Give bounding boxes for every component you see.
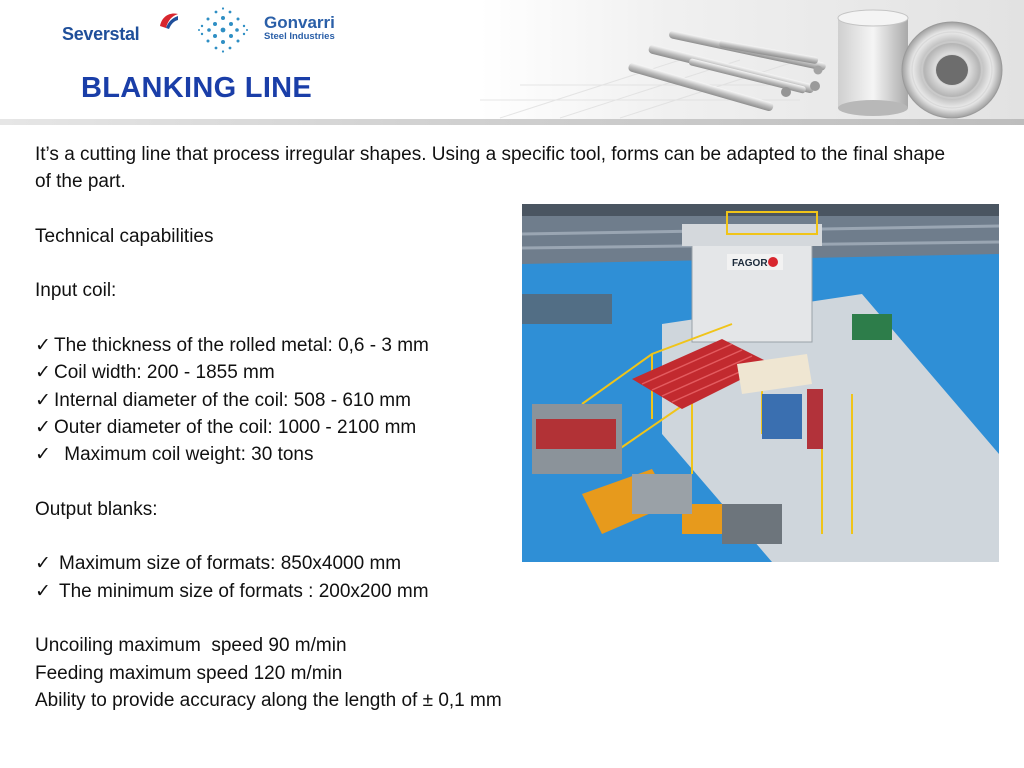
gonvarri-globe-icon [194, 6, 252, 54]
severstal-logo [62, 8, 182, 48]
uncoiling-speed: Uncoiling maximum speed 90 m/min [35, 635, 347, 657]
list-item [35, 578, 955, 605]
slide-header [0, 0, 1024, 124]
input-coil-heading: Input coil: [35, 280, 117, 302]
checkmark-icon: ✓ [35, 416, 51, 438]
output-item-min-size: The minimum size of formats : 200x200 mm [59, 580, 429, 602]
output-item-max-size: Maximum size of formats: 850x4000 mm [59, 553, 402, 575]
input-item-width: Coil width: 200 - 1855 mm [54, 362, 275, 384]
severstal-swoosh-icon [156, 10, 180, 32]
gonvarri-logo-subtitle: Steel Industries [264, 31, 335, 42]
gonvarri-logo [264, 14, 335, 42]
input-item-thickness: The thickness of the rolled metal: 0,6 - 3 mm [54, 335, 429, 357]
input-item-weight: Maximum coil weight: 30 tons [59, 444, 314, 466]
output-blanks-heading: Output blanks: [35, 498, 158, 520]
checkmark-icon: ✓ [35, 580, 51, 602]
checkmark-icon: ✓ [35, 362, 51, 384]
blanking-line-photo [522, 204, 999, 562]
severstal-logo-text: Severstal [62, 24, 140, 44]
accuracy: Ability to provide accuracy along the length of ± 0,1 mm [35, 689, 502, 711]
technical-heading: Technical capabilities [35, 225, 214, 247]
press-brand-label: FAGOR [732, 258, 768, 269]
gonvarri-logo-name: Gonvarri [264, 13, 335, 32]
checkmark-icon: ✓ [35, 335, 51, 357]
checkmark-icon: ✓ [35, 389, 51, 411]
intro-paragraph: It’s a cutting line that process irregular shapes. Using a specific tool, forms can be adapted to the final shape of the part. [35, 144, 946, 193]
checkmark-icon: ✓ [35, 444, 51, 466]
checkmark-icon: ✓ [35, 553, 51, 575]
header-divider [0, 119, 1024, 125]
steel-products-graphic [480, 0, 1024, 124]
page-title: BLANKING LINE [81, 72, 313, 104]
feeding-speed: Feeding maximum speed 120 m/min [35, 662, 343, 684]
input-item-outer-diameter: Outer diameter of the coil: 1000 - 2100 mm [54, 416, 417, 438]
input-item-internal-diameter: Internal diameter of the coil: 508 - 610 mm [54, 389, 411, 411]
